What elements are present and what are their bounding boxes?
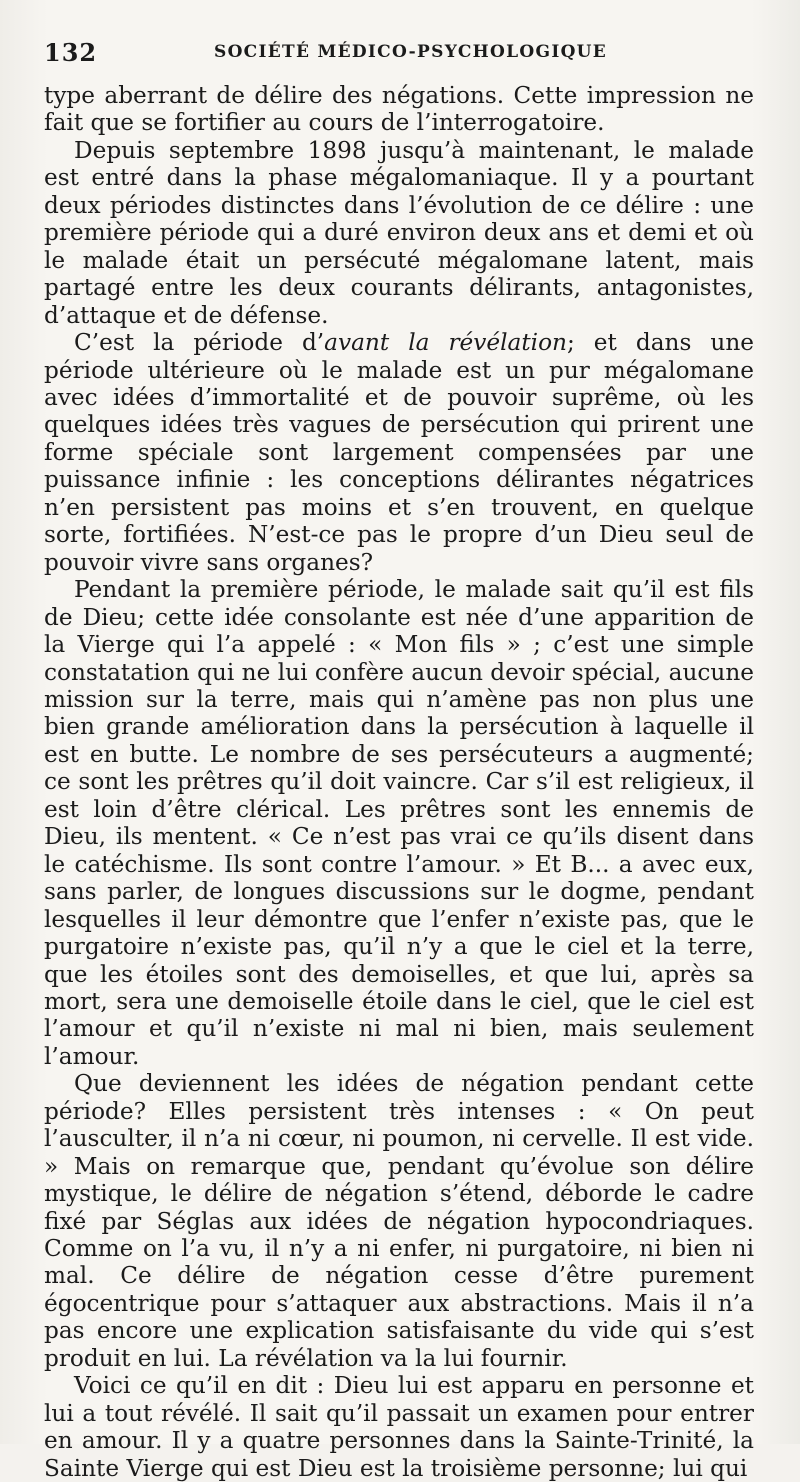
body-text bbox=[44, 82, 754, 1482]
paragraph-text: ; et dans une période ultérieure où le malade est un pur mégalomane avec idées d’immortalité et de pouvoir suprême, où les quelques idées très vagues de persécution qui prirent une forme spéciale sont largement compensées par une puissance infinie : les conceptions délirantes négatrices n’en persistent pas moins et s’en trouvent, en quelque sorte, fortifiées. N’est-ce pas le propre d’un Dieu seul de pouvoir vivre sans organes? bbox=[44, 329, 754, 576]
paragraph bbox=[44, 329, 754, 576]
running-head-title: SOCIÉTÉ MÉDICO-PSYCHOLOGIQUE bbox=[214, 42, 608, 62]
paragraph-text: C’est la période d’ bbox=[74, 329, 325, 357]
paragraph: Depuis septembre 1898 jusqu’à maintenant, le malade est entré dans la phase mégalomaniaque. Il y a pourtant deux périodes distinctes dans l’évolution de ce délire : une première période qui a duré environ deux ans et demi et où le malade était un persécuté mégalomane latent, mais partagé entre les deux courants délirants, antagonistes, d’attaque et de défense. bbox=[44, 136, 754, 329]
paragraph: Voici ce qu’il en dit : Dieu lui est apparu en personne et lui a tout révélé. Il sait qu’il passait un examen pour entrer en amour. Il y a quatre personnes dans la Sainte-Trinité, la Sainte Vierge qui est Dieu est la troisième personne; lui qui bbox=[44, 1372, 754, 1482]
paragraph: type aberrant de délire des négations. Cette impression ne fait que se fortifier au cours de l’interrogatoire. bbox=[44, 82, 754, 137]
paragraph: Pendant la première période, le malade sait qu’il est fils de Dieu; cette idée consolante est née d’une apparition de la Vierge qui l’a appelé : « Mon fils » ; c’est une simple constatation qui ne lui confère aucun devoir spécial, aucune mission sur la terre, mais qui n’amène pas non plus une bien grande amélioration dans la persécution à laquelle il est en butte. Le nombre de ses persécuteurs a augmenté; ce sont les prêtres qu’il doit vaincre. Car s’il est religieux, il est loin d’être clérical. Les prêtres sont les ennemis de Dieu, ils mentent. « Ce n’est pas vrai ce qu’ils disent dans le catéchisme. Ils sont contre l’amour. » Et B... a avec eux, sans parler, de longues discussions sur le dogme, pendant lesquelles il leur démontre que l’enfer n’existe pas, que le purgatoire n’existe pas, qu’il n’y a que le ciel et la terre, que les étoiles sont des demoiselles, et que lui, après sa mort, sera une demoiselle étoile dans le ciel, que le ciel est l’amour et qu’il n’existe ni mal ni bien, mais seulement l’amour. bbox=[44, 576, 754, 1070]
running-head bbox=[44, 38, 754, 82]
italic-phrase: avant la révélation bbox=[324, 329, 567, 357]
page-number: 132 bbox=[44, 38, 98, 67]
paragraph: Que deviennent les idées de négation pendant cette période? Elles persistent très intenses : « On peut l’ausculter, il n’a ni cœur, ni poumon, ni cervelle. Il est vide. » Mais on remarque que, pendant qu’évolue son délire mystique, le délire de négation s’étend, déborde le cadre fixé par Séglas aux idées de négation hypocondriaques. Comme on l’a vu, il n’y a ni enfer, ni purgatoire, ni bien ni mal. Ce délire de négation cesse d’être purement égocentrique pour s’attaquer aux abstractions. Mais il n’a pas encore une explication satisfaisante du vide qui s’est produit en lui. La révélation va la lui fournir. bbox=[44, 1070, 754, 1372]
